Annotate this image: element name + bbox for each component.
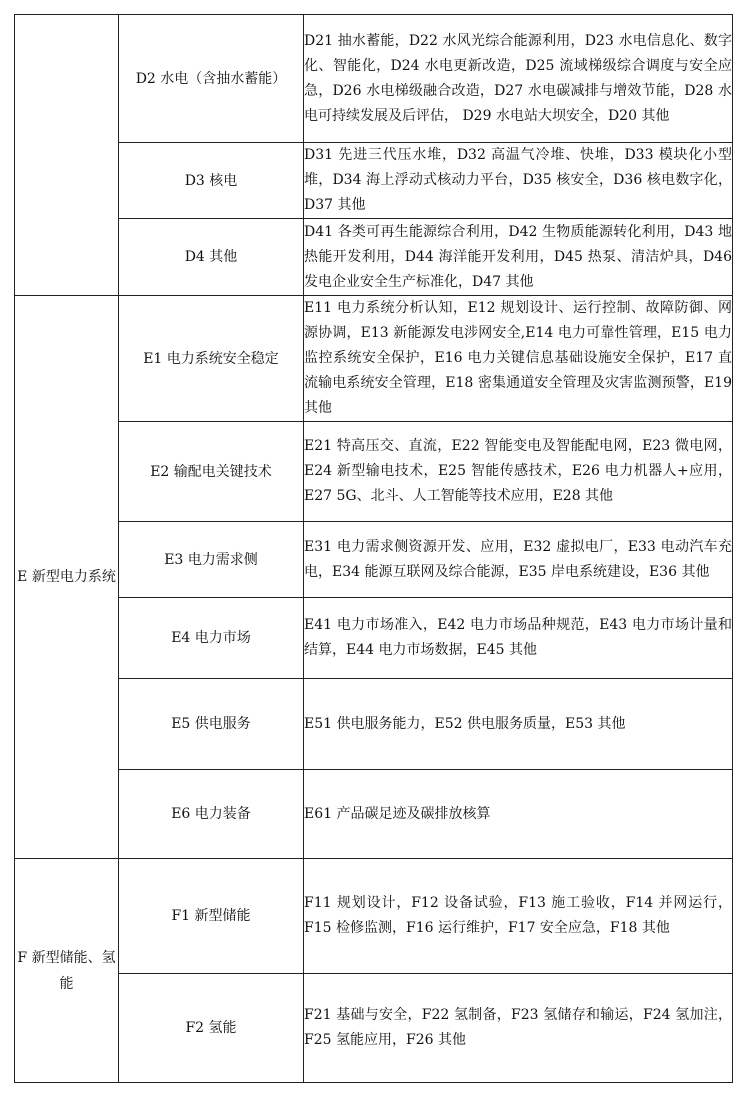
subcategory-cell: D2 水电（含抽水蓄能）	[119, 15, 304, 143]
table-row	[15, 679, 733, 770]
subcategory-cell: E2 输配电关键技术	[119, 422, 304, 522]
group-cell: F 新型储能、氢能	[15, 859, 119, 1083]
subcategory-cell: F2 氢能	[119, 974, 304, 1083]
subcategory-cell: E1 电力系统安全稳定	[119, 296, 304, 422]
items-cell: F21 基础与安全，F22 氢制备，F23 氢储存和输运，F24 氢加注，F25 氢能应用，F26 其他	[304, 974, 733, 1083]
items-cell: E31 电力需求侧资源开发、应用，E32 虚拟电厂，E33 电动汽车充电，E34 能源互联网及综合能源，E35 岸电系统建设，E36 其他	[304, 522, 733, 598]
table-row	[15, 522, 733, 598]
subcategory-cell: D4 其他	[119, 219, 304, 296]
items-cell: D41 各类可再生能源综合利用，D42 生物质能源转化利用，D43 地热能开发利用，D44 海洋能开发利用，D45 热泵、清洁炉具，D46 发电企业安全生产标准化，D47 其他	[304, 219, 733, 296]
table-row	[15, 770, 733, 859]
category-table	[14, 14, 733, 1083]
items-cell: D31 先进三代压水堆，D32 高温气冷堆、快堆，D33 模块化小型堆，D34 海上浮动式核动力平台，D35 核安全，D36 核电数字化，D37 其他	[304, 143, 733, 219]
table-row	[15, 598, 733, 679]
items-cell: D21 抽水蓄能，D22 水风光综合能源利用，D23 水电信息化、数字化、智能化，D24 水电更新改造，D25 流域梯级综合调度与安全应急，D26 水电梯级融合改造，D27 水电碳减排与增效节能，D28 水电可持续发展及后评估， D29 水电站大坝安全，D20 其他	[304, 15, 733, 143]
table-row	[15, 974, 733, 1083]
subcategory-cell: E6 电力装备	[119, 770, 304, 859]
subcategory-cell: F1 新型储能	[119, 859, 304, 974]
subcategory-cell: E3 电力需求侧	[119, 522, 304, 598]
table-row	[15, 859, 733, 974]
items-cell: E21 特高压交、直流，E22 智能变电及智能配电网，E23 微电网，E24 新型输电技术，E25 智能传感技术，E26 电力机器人+应用，E27 5G、北斗、人工智能等技术应用，E28 其他	[304, 422, 733, 522]
table-row	[15, 422, 733, 522]
items-cell: F11 规划设计，F12 设备试验，F13 施工验收，F14 并网运行，F15 检修监测，F16 运行维护，F17 安全应急，F18 其他	[304, 859, 733, 974]
items-cell: E11 电力系统分析认知，E12 规划设计、运行控制、故障防御、网源协调，E13 新能源发电涉网安全,E14 电力可靠性管理，E15 电力监控系统安全保护，E16 电力关键信息基础设施安全保护，E17 直流输电系统安全管理，E18 密集通道安全管理及灾害监测预警，E19 其他	[304, 296, 733, 422]
items-cell: E51 供电服务能力，E52 供电服务质量，E53 其他	[304, 679, 733, 770]
items-cell: E61 产品碳足迹及碳排放核算	[304, 770, 733, 859]
group-cell	[15, 15, 119, 296]
table-row	[15, 143, 733, 219]
items-cell: E41 电力市场准入，E42 电力市场品种规范，E43 电力市场计量和结算，E44 电力市场数据，E45 其他	[304, 598, 733, 679]
group-cell: E 新型电力系统	[15, 296, 119, 859]
table-row	[15, 15, 733, 143]
table-row	[15, 219, 733, 296]
subcategory-cell: D3 核电	[119, 143, 304, 219]
subcategory-cell: E5 供电服务	[119, 679, 304, 770]
table-row	[15, 296, 733, 422]
subcategory-cell: E4 电力市场	[119, 598, 304, 679]
